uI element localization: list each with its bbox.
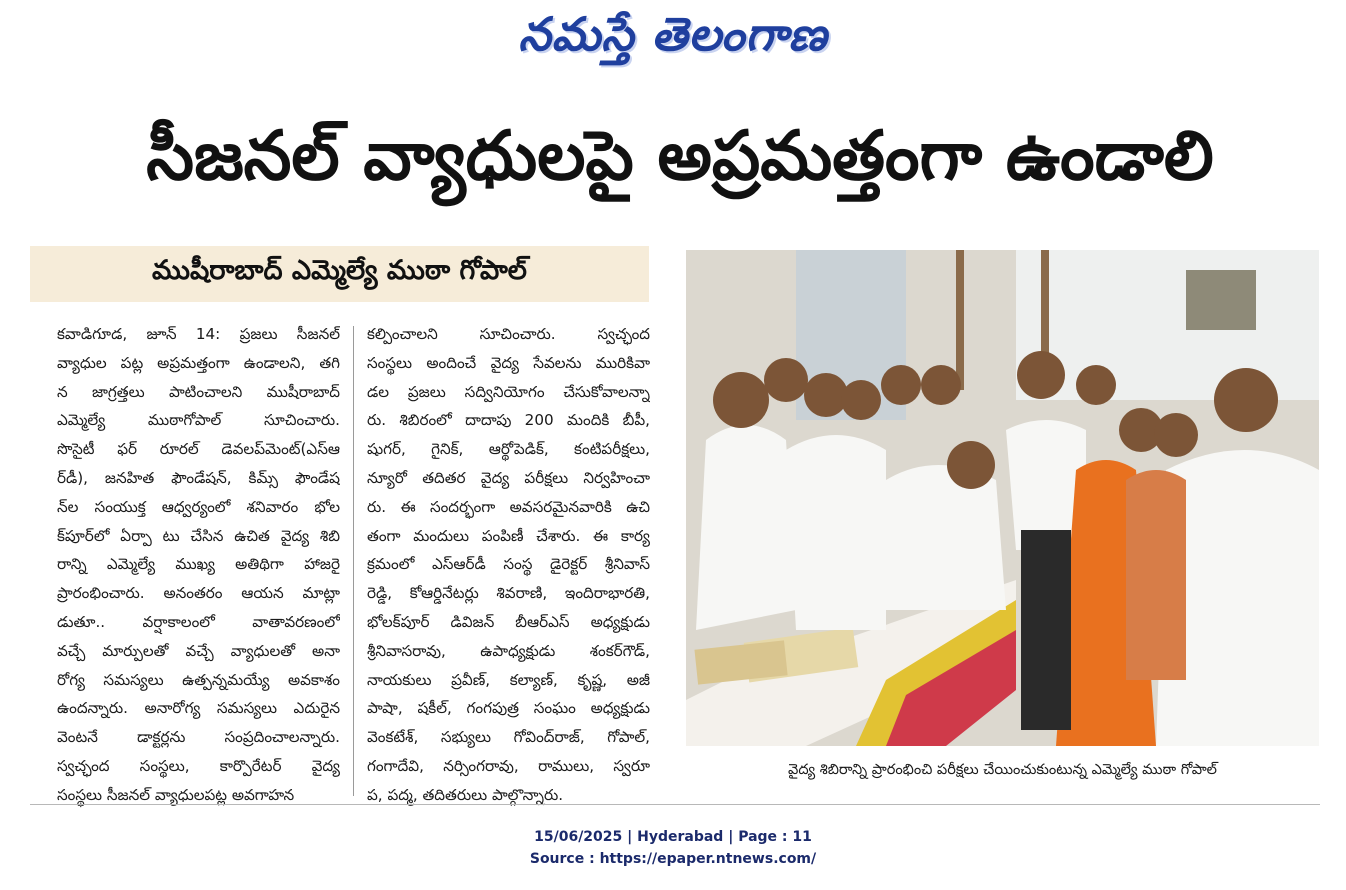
article-line: సంస్థలు సీజనల్ వ్యాధులపట్ల అవగాహన [57,785,295,804]
masthead [0,0,1346,80]
article-line: డల ప్రజలు సద్వినియోగం చేసుకోవాలన్నా [367,382,650,401]
article-line: స్వచ్ఛంద సంస్థలు, కార్పొరేటర్ వైద్య [57,756,340,775]
article-line: షుగర్, గైనిక్, ఆర్థోపెడిక్, కంటిపరీక్షలు, [367,440,650,459]
edition-info: 15/06/2025 | Hyderabad | Page : 11 [534,829,812,845]
column-divider [353,326,354,796]
article-line: కవాడిగూడ, జూన్ 14: ప్రజలు సీజనల్ [57,325,340,343]
article-line: న్యూరో తదితర వైద్య పరీక్షలు నిర్వహించా [367,468,650,487]
article-line: రాన్ని ఎమ్మెల్యే ముఖ్య అతిథిగా హాజరై [57,555,340,574]
article-line: సొసైటీ ఫర్ రూరల్ డెవలప్‌మెంట్(ఎస్‌ఆ [57,440,340,459]
article-line: రు. ఈ సందర్భంగా అవసరమైనవారికి ఉచి [367,497,650,516]
article-line: శ్రీనివాసరావు, ఉపాధ్యక్షుడు శంకర్‌గౌడ్, [367,641,650,660]
source-link[interactable]: Source : https://epaper.ntnews.com/ [529,851,817,867]
article-line: రెడ్డి, కోఆర్డినేటర్లు శివరాణి, ఇందిరాభారతి, [367,584,650,603]
article-line: రు. శిబిరంలో దాదాపు 200 మందికి బీపీ, [367,411,650,430]
article-line: వచ్చే మార్పులతో వచ్చే వ్యాధులతో అనా [57,641,340,660]
article-subheadline: ముషీరాబాద్ ఎమ్మెల్యే ముఠా గోపాల్ [30,246,649,302]
article-line: నాయకులు ప్రవీణ్, కల్యాణ్, కృష్ణ, అజీ [367,670,650,689]
article-line: ప్రారంభించారు. అనంతరం ఆయన మాట్లా [57,584,340,603]
article-line: ఎమ్మెల్యే ముఠాగోపాల్ సూచించారు. [57,411,340,430]
article-line: క్రమంలో ఎస్‌ఆర్‌డీ సంస్థ డైరెక్టర్ శ్రీనివాస్ [367,555,650,574]
footer-divider [30,804,1320,805]
article-line: ర్‌డీ), జనహిత ఫౌండేషన్, కిమ్స్ ఫౌండేష [57,468,340,487]
article-photo [686,250,1319,746]
article-line: తంగా మందులు పంపిణీ చేశారు. ఈ కార్య [367,526,650,545]
article-line: న జాగ్రత్తలు పాటించాలని ముషీరాబాద్ [57,382,340,401]
page-footer [0,826,1346,870]
photo-caption: వైద్య శిబిరాన్ని ప్రారంభించి పరీక్షలు చేయించుకుంటున్న ఎమ్మెల్యే ముఠా గోపాల్ [788,762,1217,778]
article-column-2 [367,320,650,810]
article-line: డుతూ.. వర్షాకాలంలో వాతావరణంలో [57,612,340,631]
article-line: పాషా, షకీల్, గంగపుత్ర సంఘం అధ్యక్షుడు [367,699,650,718]
article-line: వ్యాధుల పట్ల అప్రమత్తంగా ఉండాలని, తగి [57,353,340,372]
article-line: ప, పద్మ, తదితరులు పాల్గొన్నారు. [367,785,564,804]
article-line: క్‌పూర్‌లో ఏర్పా టు చేసిన ఉచిత వైద్య శిబి [57,526,340,545]
article-line: భోలక్‌పూర్ డివిజన్ బీఆర్‌ఎస్ అధ్యక్షుడు [367,612,650,631]
article-line: సంస్థలు అందించే వైద్య సేవలను మురికివా [367,353,650,372]
article-line: వెంకటేశ్, సభ్యులు గోవింద్‌రాజ్, గోపాల్, [367,728,650,747]
article-line: ఉందన్నారు. అనారోగ్య సమస్యలు ఎదురైన [57,699,340,718]
article-line: వెంటనే డాక్టర్లను సంప్రదించాలన్నారు. [57,728,340,747]
article-line: గంగాదేవి, నర్సింగరావు, రాములు, స్వరూ [367,756,650,775]
masthead-logo: నమస్తే తెలంగాణ [518,7,828,61]
article-line: న్‌ల సంయుక్త ఆధ్వర్యంలో శనివారం భోల [57,497,340,516]
article-column-1 [57,320,340,810]
article-line: రోగ్య సమస్యలు ఉత్పన్నమయ్యే అవకాశం [57,670,340,689]
article-line: కల్పించాలని సూచించారు. స్వచ్ఛంద [367,325,650,343]
article-headline: సీజనల్ వ్యాధులపై అప్రమత్తంగా ఉండాలి [146,116,1214,196]
photo-illustration [686,250,1319,746]
